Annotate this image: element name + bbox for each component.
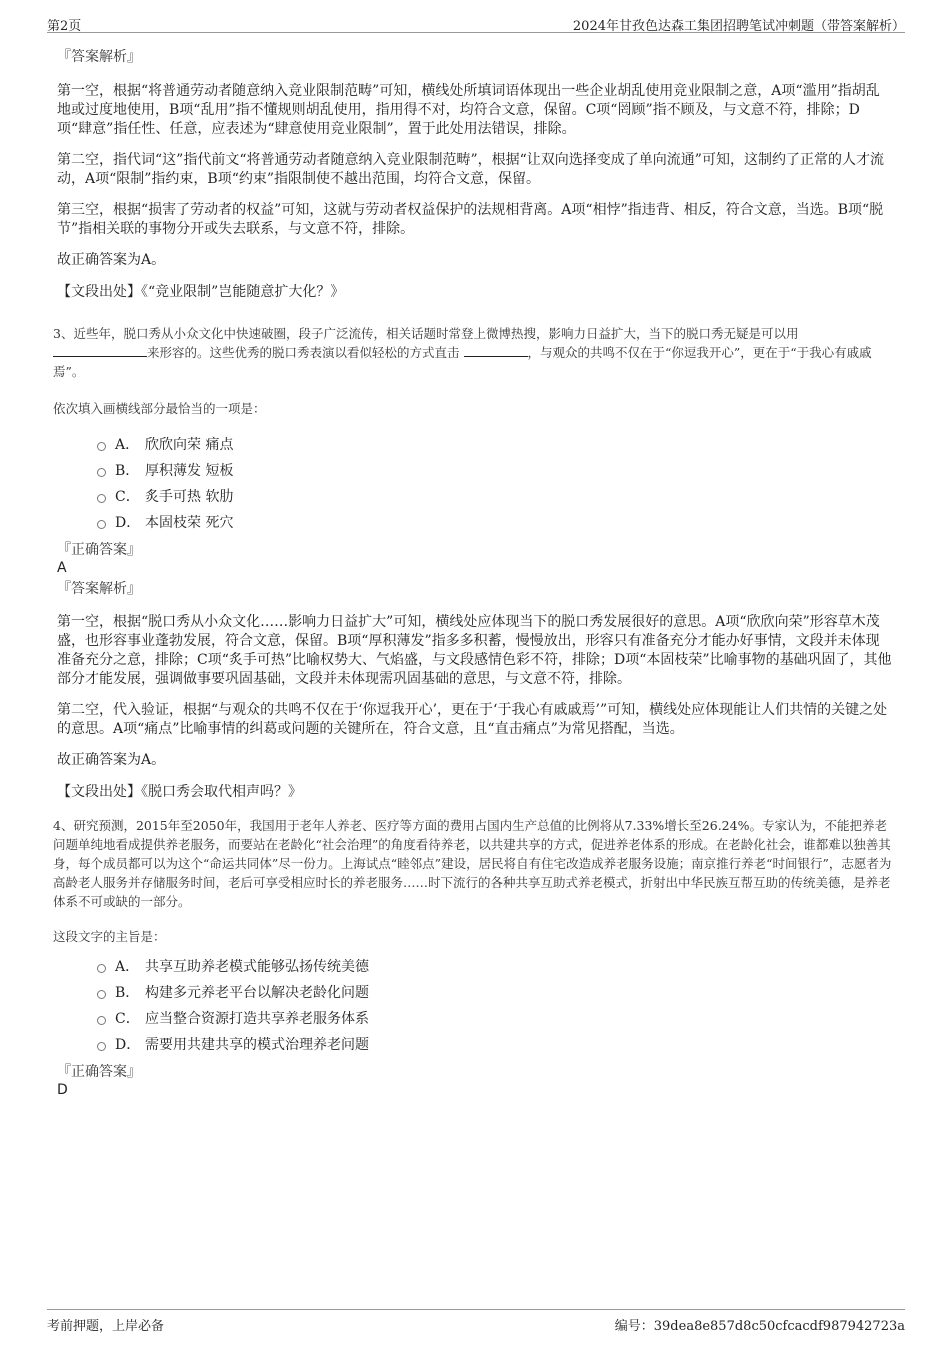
q2-conclusion: 故正确答案为A。 xyxy=(57,252,166,268)
q3-option-d[interactable]: D． 本固枝荣 死穴 xyxy=(57,510,893,536)
q3-analysis-label: 『答案解析』 xyxy=(57,581,141,597)
content xyxy=(53,47,893,1099)
radio-icon[interactable] xyxy=(97,442,106,451)
q3-stem: 3、近些年，脱口秀从小众文化中快速破圈，段子广泛流传，相关话题时常登上微博热搜，影响力日益扩大，当下的脱口秀无疑是可以用 来形容的。这些优秀的脱口秀表演以看似轻松的方式直击 ，与观众的共鸣不仅在于“你逗我开心”，更在于“于我心有戚戚焉”。 xyxy=(53,326,872,379)
q4-option-c[interactable]: C． 应当整合资源打造共享养老服务体系 xyxy=(57,1006,893,1032)
q3-option-a[interactable]: A． 欣欣向荣 痛点 xyxy=(57,432,893,458)
q2-analysis-label: 『答案解析』 xyxy=(57,49,141,65)
q4-option-b[interactable]: B． 构建多元养老平台以解决老龄化问题 xyxy=(57,980,893,1006)
document-code: 编号：39dea8e857d8c50cfcacdf987942723a xyxy=(614,1319,905,1334)
radio-icon[interactable] xyxy=(97,520,106,529)
page-footer xyxy=(47,1309,905,1340)
q2-analysis-paragraph-3: 第三空，根据“损害了劳动者的权益”可知，这就与劳动者权益保护的法规相背离。A项“相悖”指违背、相反，符合文意，当选。B项“脱节”指相关联的事物分开或失去联系，与文意不符，排除。 xyxy=(57,202,884,237)
q3-analysis-paragraph-2: 第二空，代入验证，根据“与观众的共鸣不仅在于‘你逗我开心’，更在于‘于我心有戚戚焉’”可知，横线处应体现能让人们共情的关键之处的意思。A项“痛点”比喻事情的纠葛或问题的关键所在，符合文意，且“直击痛点”为常见搭配，当选。 xyxy=(57,702,888,737)
q4-answer: D xyxy=(57,1082,68,1098)
page-header xyxy=(47,12,905,33)
q3-option-c[interactable]: C． 炙手可热 软肋 xyxy=(57,484,893,510)
radio-icon[interactable] xyxy=(97,1042,106,1051)
q3-source: 【文段出处】《脱口秀会取代相声吗？》 xyxy=(57,784,302,800)
q3-blank-1 xyxy=(53,344,147,357)
q3-conclusion: 故正确答案为A。 xyxy=(57,752,166,768)
q2-analysis-paragraph-2: 第二空，指代词“这”指代前文“将普通劳动者随意纳入竞业限制范畴”，根据“让双向选择变成了单向流通”可知，这制约了正常的人才流动，A项“限制”指约束，B项“约束”指限制使不越出范围，均符合文意，保留。 xyxy=(57,152,884,187)
q4-stem: 4、研究预测，2015年至2050年，我国用于老年人养老、医疗等方面的费用占国内生产总值的比例将从7.33%增长至26.24%。专家认为，不能把养老问题单纯地看成提供养老服务，而要站在老龄化“社会治理”的角度看待养老，以共建共享的方式，促进养老体系的形成。在老龄化社会，谁都难以独善其身，每个成员都可以为这个“命运共同体”尽一份力。上海试点“睦邻点”建设，居民将自有住宅改造成养老服务设施；南京推行养老“时间银行”，志愿者为高龄老人服务并存储服务时间，老后可享受相应时长的养老服务……时下流行的各种共享互助式养老模式，折射出中华民族互帮互助的传统美德，是养老体系不可或缺的一部分。 xyxy=(53,818,892,909)
q3-option-b[interactable]: B． 厚积薄发 短板 xyxy=(57,458,893,484)
page-number: 第2页 xyxy=(47,19,82,34)
footer-slogan: 考前押题，上岸必备 xyxy=(47,1319,165,1334)
q3-blank-2 xyxy=(464,344,528,357)
radio-icon[interactable] xyxy=(97,1016,106,1025)
q4-options xyxy=(57,954,893,1058)
q4-option-d[interactable]: D． 需要用共建共享的模式治理养老问题 xyxy=(57,1032,893,1058)
q3-options xyxy=(57,432,893,536)
q4-answer-label: 『正确答案』 xyxy=(57,1064,141,1080)
radio-icon[interactable] xyxy=(97,990,106,999)
radio-icon[interactable] xyxy=(97,964,106,973)
document-title: 2024年甘孜色达森工集团招聘笔试冲刺题（带答案解析） xyxy=(572,19,905,34)
q2-source: 【文段出处】《“竞业限制”岂能随意扩大化？》 xyxy=(57,284,345,300)
q3-answer-label: 『正确答案』 xyxy=(57,542,141,558)
q3-answer: A xyxy=(57,560,67,576)
q4-prompt: 这段文字的主旨是： xyxy=(53,929,166,944)
radio-icon[interactable] xyxy=(97,494,106,503)
q2-analysis-paragraph-1: 第一空，根据“将普通劳动者随意纳入竞业限制范畴”可知，横线处所填词语体现出一些企业胡乱使用竞业限制之意，A项“滥用”指胡乱地或过度地使用，B项“乱用”指不懂规则胡乱使用，指用得不对，均符合文意，保留。C项“罔顾”指不顾及，与文意不符，排除；D项“肆意”指任性、任意，应表述为“肆意使用竞业限制”，置于此处用法错误，排除。 xyxy=(57,83,880,137)
q3-analysis-paragraph-1: 第一空，根据“脱口秀从小众文化……影响力日益扩大”可知，横线处应体现当下的脱口秀发展很好的意思。A项“欣欣向荣”形容草木茂盛，也形容事业蓬勃发展，符合文意，保留。B项“厚积薄发”指多多积蓄，慢慢放出，形容只有准备充分才能办好事情，文段并未体现准备充分之意，排除；C项“炙手可热”比喻权势大、气焰盛，与文段感情色彩不符，排除；D项“本固枝荣”比喻事物的基础巩固了，其他部分才能发展，强调做事要巩固基础，文段并未体现需巩固基础的意思，与文意不符，排除。 xyxy=(57,614,892,687)
q3-prompt: 依次填入画横线部分最恰当的一项是： xyxy=(53,401,266,416)
radio-icon[interactable] xyxy=(97,468,106,477)
q4-option-a[interactable]: A． 共享互助养老模式能够弘扬传统美德 xyxy=(57,954,893,980)
